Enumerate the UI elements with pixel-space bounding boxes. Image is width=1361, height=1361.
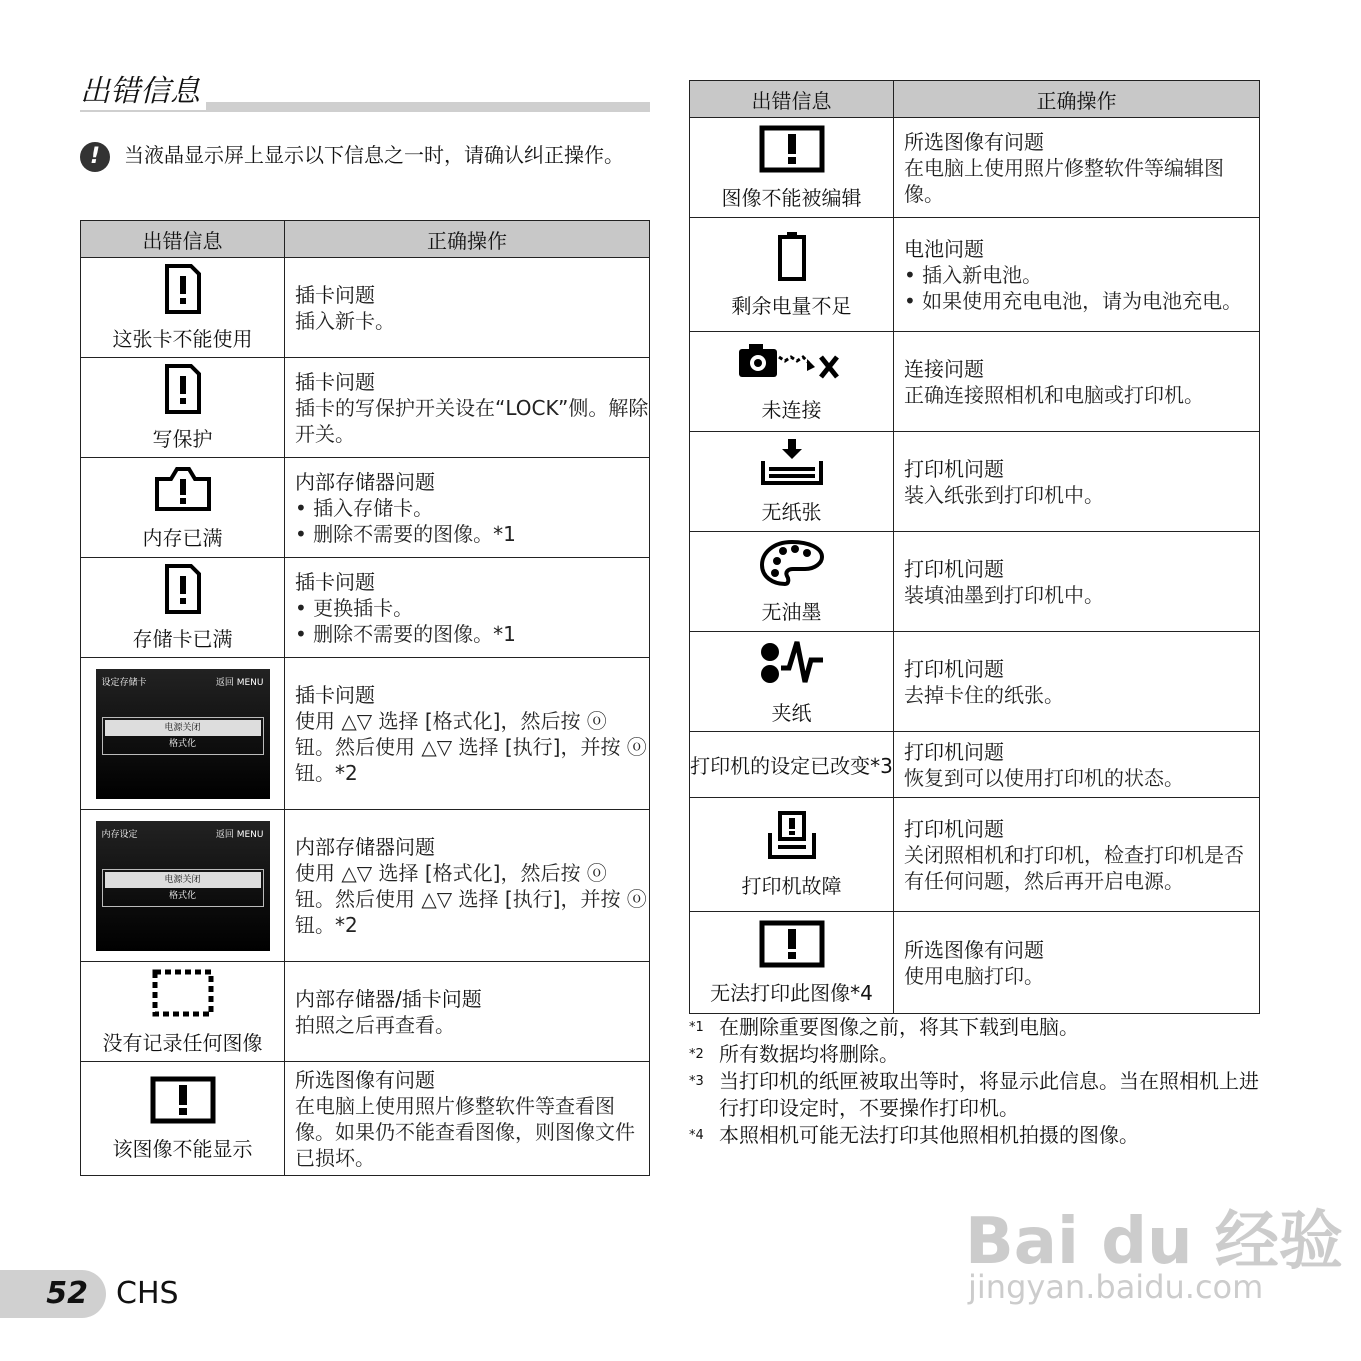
bullet-item: • 插入新电池。	[904, 262, 1043, 287]
memory-icon	[81, 465, 284, 518]
action-text: 装填油墨到打印机中。	[904, 582, 1104, 607]
error-message-cell	[81, 1062, 285, 1176]
footnote-item	[689, 1068, 1259, 1122]
corrective-action-cell	[285, 1062, 650, 1176]
error-message-text: 没有记录任何图像	[102, 1030, 263, 1055]
screen-option: 格式化	[168, 738, 196, 749]
corrective-action-cell	[285, 358, 650, 458]
table-row	[690, 632, 1260, 732]
bullet-item: • 删除不需要的图像。*1	[295, 621, 516, 646]
error-message-text: 无油墨	[761, 599, 822, 624]
corrective-action-cell	[894, 732, 1260, 798]
error-message-cell	[81, 258, 285, 358]
error-message-text: 写保护	[152, 426, 213, 451]
problem-heading: 所选图像有问题	[295, 1067, 435, 1092]
action-text: 在电脑上使用照片修整软件等查看图像。如果仍不能查看图像，则图像文件已损坏。	[295, 1093, 635, 1170]
title-text: 出错信息	[80, 66, 206, 110]
table-row	[81, 658, 650, 810]
action-text: 使用电脑打印。	[904, 963, 1044, 988]
problem-heading: 插卡问题	[295, 282, 375, 307]
error-message-text: 打印机故障	[741, 873, 842, 898]
error-message-cell	[690, 118, 894, 218]
table-row	[81, 558, 650, 658]
table-row	[81, 1062, 650, 1176]
corrective-action-cell	[894, 118, 1260, 218]
problem-heading: 所选图像有问题	[904, 937, 1044, 962]
screen-return-label: 返回 MENU	[215, 829, 264, 840]
action-text: 在电脑上使用照片修整软件等编辑图像。	[904, 155, 1224, 206]
table-row	[690, 332, 1260, 432]
table-row	[690, 432, 1260, 532]
bullet-item: • 更换插卡。	[295, 595, 414, 620]
footnote-text: 在删除重要图像之前，将其下载到电脑。	[719, 1015, 1079, 1039]
problem-heading: 电池问题	[904, 236, 984, 261]
problem-heading: 插卡问题	[295, 682, 375, 707]
action-text: 装入纸张到打印机中。	[904, 482, 1104, 507]
error-message-cell	[81, 658, 285, 810]
noconnect-icon	[690, 341, 893, 390]
problem-heading: 内部存储器问题	[295, 469, 435, 494]
table-row	[81, 810, 650, 962]
table-row	[690, 218, 1260, 332]
problem-heading: 插卡问题	[295, 569, 375, 594]
error-message-text: 内存已满	[142, 525, 223, 550]
caution-icon: !	[80, 142, 110, 172]
error-message-text: 该图像不能显示	[112, 1136, 253, 1161]
action-text: 关闭照相机和打印机，检查打印机是否有任何问题，然后再开启电源。	[904, 842, 1244, 893]
card-icon	[81, 364, 284, 419]
screen-menu-box	[102, 717, 264, 755]
footnote-text: 当打印机的纸匣被取出等时，将显示此信息。当在照相机上进行打印设定时，不要操作打印机。	[719, 1069, 1259, 1120]
corrective-action-cell	[894, 532, 1260, 632]
table-row	[690, 798, 1260, 912]
table-row	[690, 912, 1260, 1014]
corrective-action-cell	[894, 218, 1260, 332]
error-message-cell	[81, 358, 285, 458]
problem-heading: 连接问题	[904, 356, 984, 381]
error-message-text: 图像不能被编辑	[721, 185, 862, 210]
action-text: 正确连接照相机和电脑或打印机。	[904, 382, 1204, 407]
bullet-item: • 插入存储卡。	[295, 495, 434, 520]
problem-heading: 内部存储器/插卡问题	[295, 986, 482, 1011]
error-message-text: 未连接	[761, 397, 822, 422]
table-row	[81, 358, 650, 458]
dotted-icon	[81, 968, 284, 1023]
footnotes	[689, 1014, 1259, 1149]
screen-option: 格式化	[168, 890, 196, 901]
intro-note	[80, 142, 640, 169]
footnote-item	[689, 1122, 1259, 1149]
action-text: 使用 △▽ 选择 [格式化]，然后按 ⓞ 钮。然后使用 △▽ 选择 [执行]，并按 ⓞ 钮。*2	[295, 708, 647, 785]
corrective-action-cell	[894, 912, 1260, 1014]
error-message-text: 剩余电量不足	[731, 293, 852, 318]
action-text: 使用 △▽ 选择 [格式化]，然后按 ⓞ 钮。然后使用 △▽ 选择 [执行]，并按 ⓞ 钮。*2	[295, 860, 647, 937]
table-row	[81, 458, 650, 558]
corrective-action-cell	[285, 258, 650, 358]
error-message-text: 打印机的设定已改变*3	[690, 754, 893, 778]
error-message-cell	[690, 332, 894, 432]
footnote-marker: *1	[689, 1020, 704, 1035]
table-row	[690, 118, 1260, 218]
footnote-item	[689, 1014, 1259, 1041]
error-message-text: 夹纸	[771, 700, 812, 725]
screen-menu-box	[102, 869, 264, 907]
screen-title: 内存设定	[101, 829, 138, 840]
card-icon	[81, 264, 284, 319]
action-text: 插入新卡。	[295, 308, 395, 333]
language-code: CHS	[116, 1276, 179, 1311]
right-error-table	[689, 80, 1260, 1014]
section-title	[80, 74, 650, 114]
action-text: 去掉卡住的纸张。	[904, 682, 1064, 707]
warn-icon	[690, 920, 893, 973]
problem-heading: 打印机问题	[904, 656, 1004, 681]
table-row	[690, 532, 1260, 632]
corrective-action-cell	[285, 810, 650, 962]
page-number: 52	[46, 1276, 88, 1311]
footnote-marker: *2	[689, 1047, 704, 1062]
corrective-action-cell	[894, 332, 1260, 432]
error-message-text: 无法打印此图像*4	[710, 980, 873, 1005]
table-row	[81, 962, 650, 1062]
problem-heading: 插卡问题	[295, 369, 375, 394]
header-action: 正确操作	[894, 81, 1260, 118]
camera-screen-preview	[96, 821, 270, 951]
footnote-text: 所有数据均将删除。	[719, 1042, 899, 1066]
action-text: 插卡的写保护开关设在“LOCK”侧。解除开关。	[295, 395, 649, 446]
corrective-action-cell	[285, 962, 650, 1062]
problem-heading: 内部存储器问题	[295, 834, 435, 859]
error-message-cell	[690, 432, 894, 532]
screen-return-label: 返回 MENU	[215, 677, 264, 688]
header-message: 出错信息	[81, 221, 285, 258]
corrective-action-cell	[285, 658, 650, 810]
corrective-action-cell	[285, 558, 650, 658]
watermark-logo: Bai du 经验	[965, 1205, 1343, 1279]
problem-heading: 打印机问题	[904, 739, 1004, 764]
error-message-cell	[690, 912, 894, 1014]
problem-heading: 所选图像有问题	[904, 129, 1044, 154]
intro-text: 当液晶显示屏上显示以下信息之一时，请确认纠正操作。	[124, 143, 624, 167]
corrective-action-cell	[894, 798, 1260, 912]
error-message-cell	[81, 962, 285, 1062]
error-message-cell	[81, 458, 285, 558]
error-message-text: 存储卡已满	[132, 626, 233, 651]
screen-option-selected: 电源关闭	[105, 872, 261, 888]
page-number-tab	[0, 1270, 106, 1318]
jam-icon	[690, 638, 893, 693]
error-message-cell	[81, 810, 285, 962]
table-row	[81, 258, 650, 358]
problem-heading: 打印机问题	[904, 556, 1004, 581]
footnote-marker: *4	[689, 1128, 704, 1143]
problem-heading: 打印机问题	[904, 456, 1004, 481]
footnote-marker: *3	[689, 1074, 704, 1089]
footnote-item	[689, 1041, 1259, 1068]
nopaper-icon	[690, 439, 893, 492]
footnote-text: 本照相机可能无法打印其他照相机拍摄的图像。	[719, 1123, 1139, 1147]
error-message-text: 无纸张	[761, 499, 822, 524]
battery-icon	[690, 231, 893, 286]
warn-icon	[690, 125, 893, 178]
corrective-action-cell	[894, 632, 1260, 732]
printer-icon	[690, 811, 893, 866]
corrective-action-cell	[894, 432, 1260, 532]
error-message-cell	[690, 732, 894, 798]
warn-icon	[81, 1076, 284, 1129]
error-message-text: 这张卡不能使用	[112, 326, 253, 351]
card-icon	[81, 564, 284, 619]
error-message-cell	[690, 532, 894, 632]
action-text: 拍照之后再查看。	[295, 1012, 455, 1037]
header-action: 正确操作	[285, 221, 650, 258]
camera-screen-preview	[96, 669, 270, 799]
left-error-table	[80, 220, 650, 1176]
error-message-cell	[690, 632, 894, 732]
bullet-item: • 删除不需要的图像。*1	[295, 521, 516, 546]
watermark-url: jingyan.baidu.com	[968, 1268, 1264, 1306]
error-message-cell	[690, 218, 894, 332]
screen-option-selected: 电源关闭	[105, 720, 261, 736]
table-row	[690, 732, 1260, 798]
bullet-item: • 如果使用充电电池，请为电池充电。	[904, 288, 1243, 313]
screen-title: 设定存储卡	[101, 677, 147, 688]
error-message-cell	[81, 558, 285, 658]
problem-heading: 打印机问题	[904, 816, 1004, 841]
noink-icon	[690, 539, 893, 592]
header-message: 出错信息	[690, 81, 894, 118]
action-text: 恢复到可以使用打印机的状态。	[904, 765, 1184, 790]
corrective-action-cell	[285, 458, 650, 558]
error-message-cell	[690, 798, 894, 912]
